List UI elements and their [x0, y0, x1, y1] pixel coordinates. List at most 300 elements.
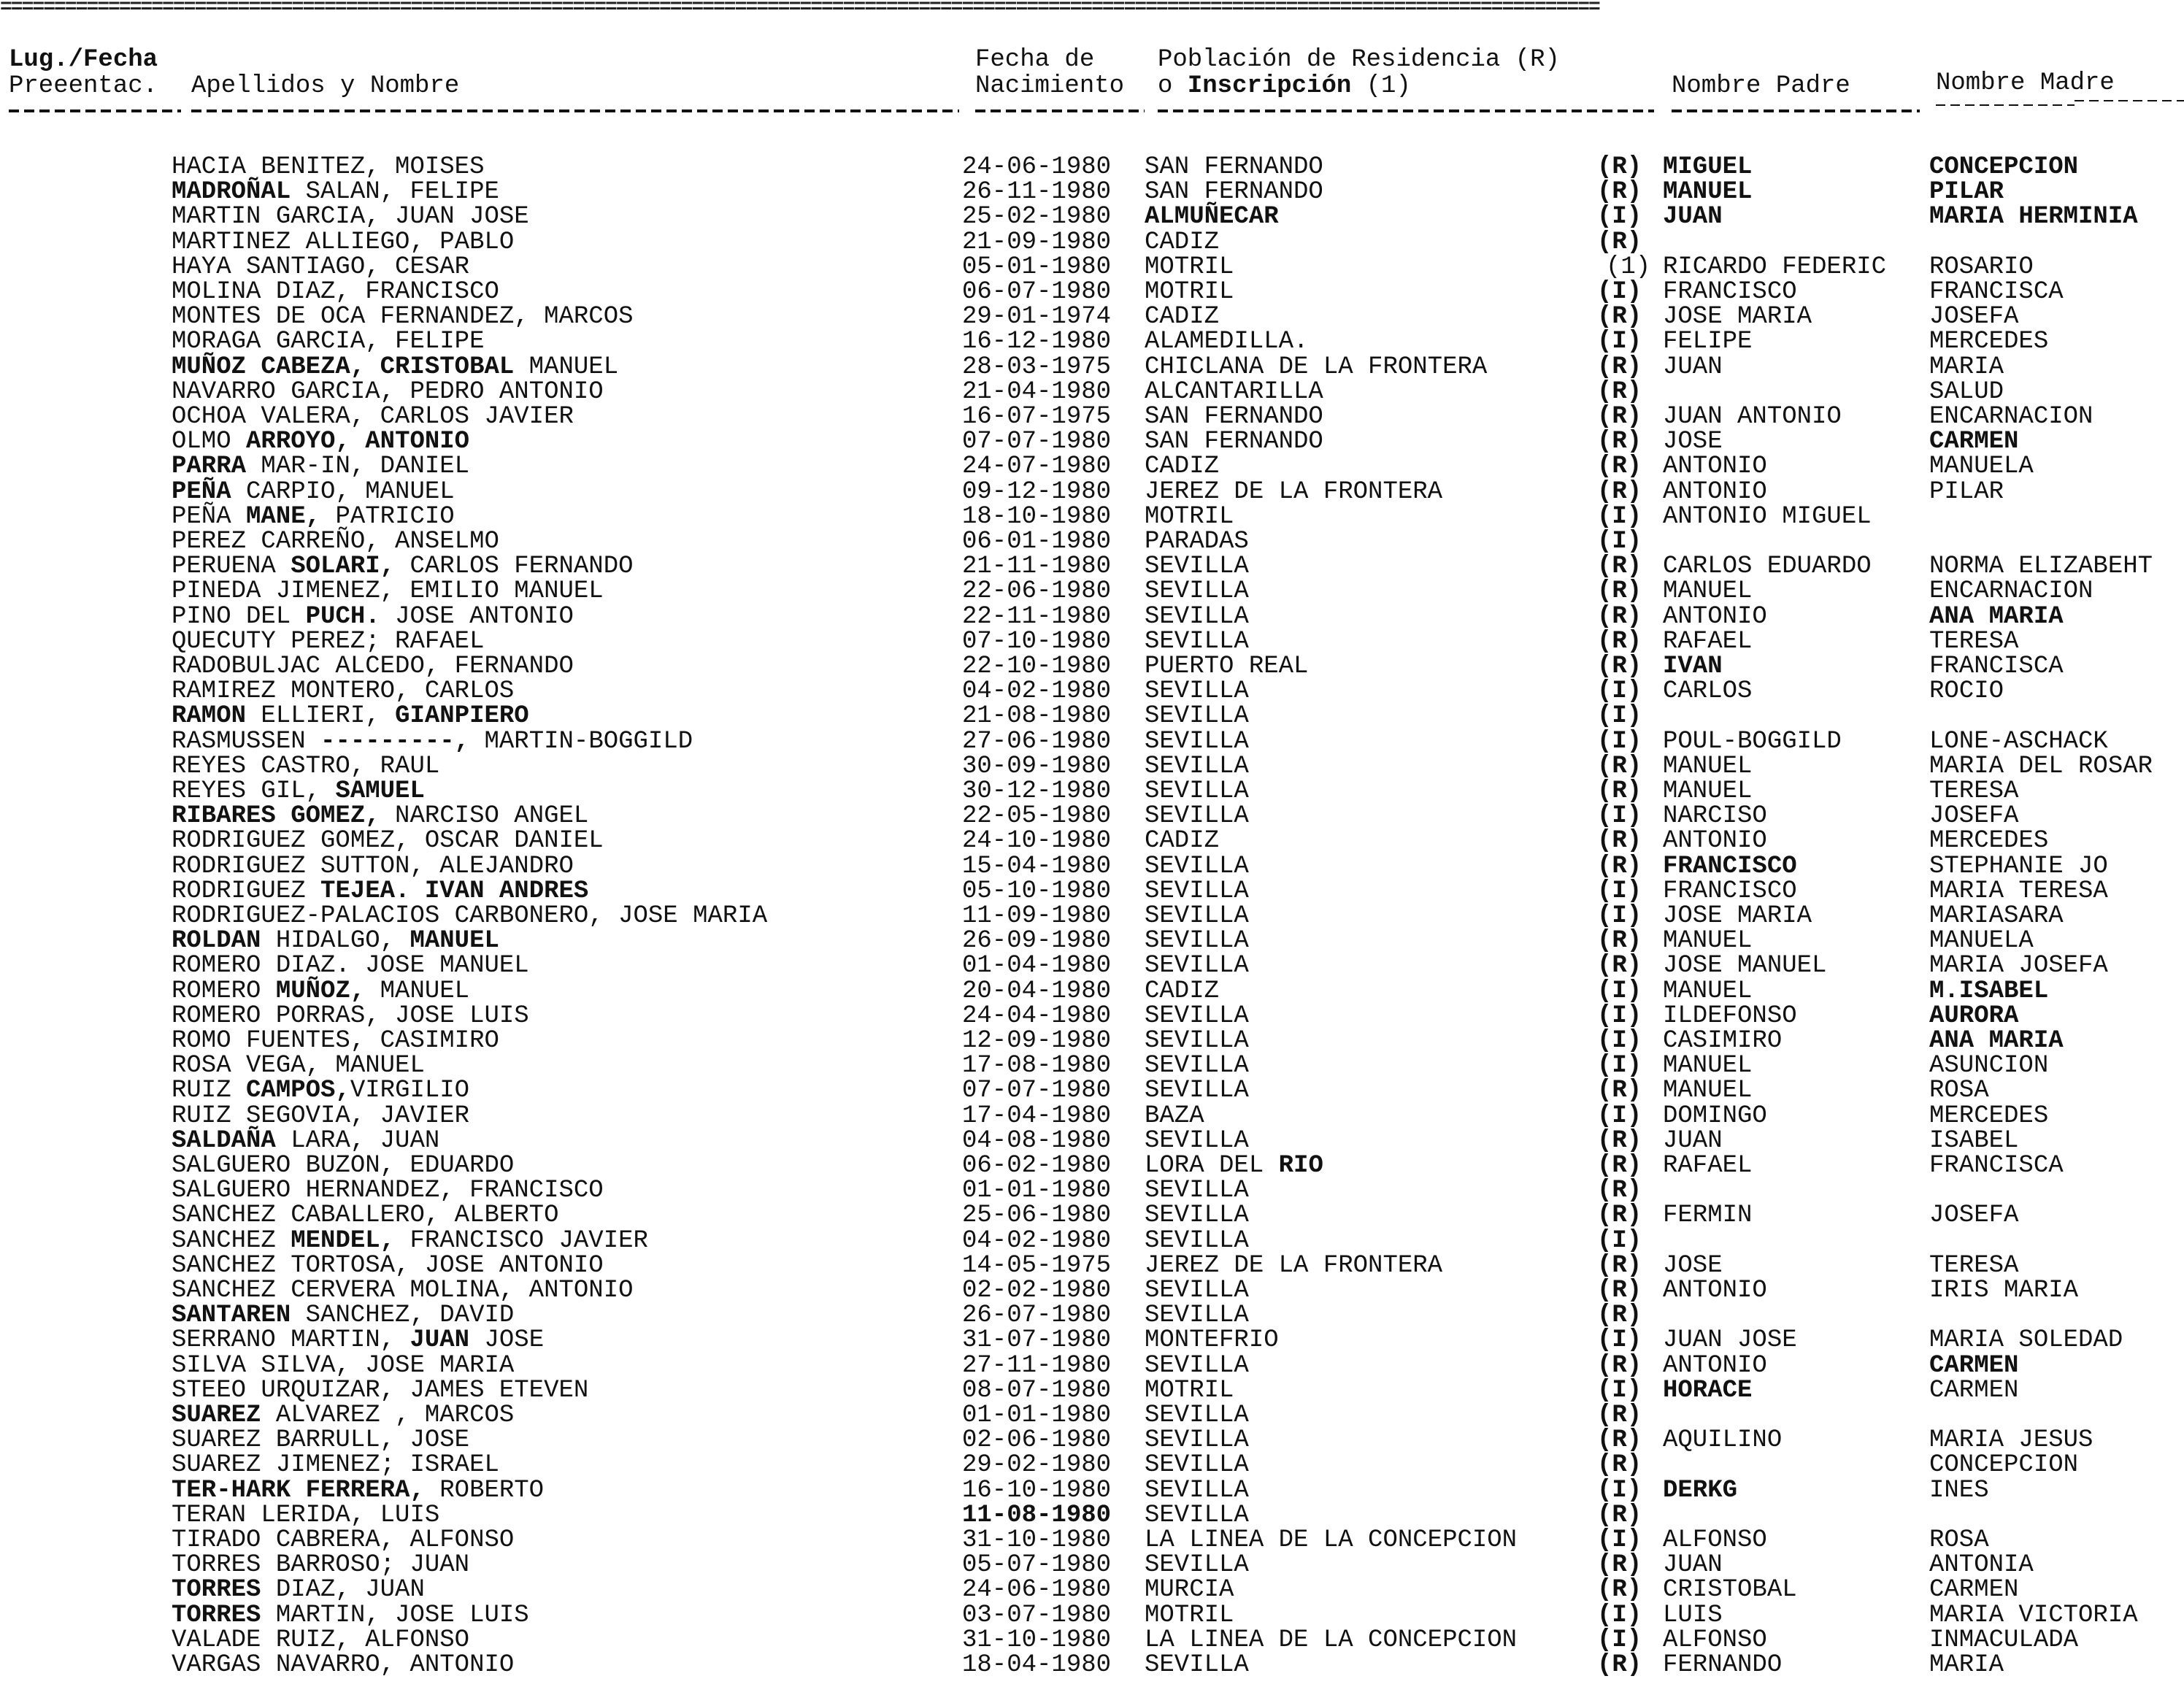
person-name-part: RODRIGUEZ-PALACIOS CARBONERO, JOSE MARIA	[172, 902, 768, 930]
residence-place-part: CADIZ	[1145, 453, 1220, 480]
person-name	[172, 1104, 469, 1129]
residence-type-flag: (R)	[1597, 553, 1642, 580]
person-name-part: VALADE RUIZ, ALFONSO	[172, 1626, 470, 1654]
father-name	[1663, 1253, 1723, 1278]
father-name	[1663, 1053, 1752, 1078]
person-name	[172, 779, 425, 804]
residence-place-part: MOTRIL	[1145, 1602, 1234, 1629]
person-name-part: OCHOA VALERA, CARLOS JAVIER	[172, 403, 574, 431]
header-rule-fecha	[975, 109, 1145, 112]
residence-type-flag: (I)	[1597, 677, 1642, 705]
residence-place	[1145, 953, 1249, 978]
mother-name-part: MARIA	[1929, 353, 2004, 381]
residence-place	[1145, 1129, 1249, 1153]
table-row	[0, 1278, 2184, 1303]
residence-place	[1145, 1353, 1249, 1378]
residence-place-part: SEVILLA	[1145, 628, 1249, 656]
person-name-part: PINO DEL	[172, 603, 306, 631]
person-name	[172, 854, 574, 879]
residence-place-part: SEVILLA	[1145, 702, 1249, 730]
person-name-part: SANTAREN	[172, 1302, 291, 1329]
residence-type-flag: (I)	[1597, 1102, 1642, 1130]
table-row	[0, 779, 2184, 804]
father-name-part: JUAN	[1663, 1127, 1723, 1155]
person-name-part: SALAN, FELIPE	[291, 178, 499, 206]
birth-date: 20-04-1980	[962, 977, 1112, 1005]
person-name	[172, 953, 529, 978]
birth-date: 18-04-1980	[962, 1651, 1112, 1679]
residence-place-part: SAN FERNANDO	[1145, 178, 1323, 206]
mother-name	[1929, 1029, 2064, 1053]
person-name	[172, 380, 604, 404]
person-name	[172, 1203, 559, 1228]
residence-place	[1145, 804, 1249, 829]
mother-name	[1929, 654, 2064, 679]
residence-place-part: SEVILLA	[1145, 1052, 1249, 1080]
residence-place	[1145, 1628, 1517, 1653]
residence-type-flag: (R)	[1597, 428, 1642, 456]
person-name-part: NAVARRO GARCIA, PEDRO ANTONIO	[172, 378, 604, 406]
person-name-part: TER-HARK FERRERA,	[172, 1477, 425, 1504]
father-name	[1663, 255, 1886, 280]
father-name	[1663, 1478, 1737, 1503]
person-name-part: ROLDAN	[172, 927, 261, 955]
father-name	[1663, 1004, 1797, 1029]
residence-place	[1145, 1328, 1279, 1353]
father-name-part: MANUEL	[1663, 777, 1753, 805]
mother-name	[1929, 1004, 2018, 1029]
table-row	[0, 704, 2184, 729]
residence-place-part: SEVILLA	[1145, 927, 1249, 955]
residence-place	[1145, 529, 1249, 554]
residence-type-flag: (R)	[1597, 952, 1642, 980]
mother-name	[1929, 1603, 2138, 1628]
person-name	[172, 529, 499, 554]
residence-type-flag: (R)	[1597, 1352, 1642, 1380]
table-row	[0, 1577, 2184, 1602]
residence-place	[1145, 155, 1323, 180]
person-name-part: SANCHEZ CERVERA MOLINA, ANTONIO	[172, 1277, 634, 1304]
mother-name	[1929, 754, 2153, 779]
father-name	[1663, 429, 1723, 454]
person-name-part: RADOBULJAC ALCEDO, FERNANDO	[172, 653, 574, 680]
person-name-part: CARPIO, MANUEL	[231, 478, 455, 506]
residence-type-flag: (R)	[1597, 1426, 1642, 1454]
residence-place-part: CADIZ	[1145, 827, 1220, 855]
birth-date: 16-07-1975	[962, 403, 1112, 431]
header-inscripcion-prefix: o	[1158, 72, 1173, 100]
residence-place	[1145, 230, 1219, 255]
person-name-part: ROBERTO	[424, 1477, 545, 1504]
person-name-part: MANE,	[246, 503, 321, 531]
person-name-part: FRANCISCO JAVIER	[395, 1227, 648, 1255]
residence-type-flag: (R)	[1597, 1402, 1642, 1429]
father-name-part: HORACE	[1663, 1377, 1753, 1404]
birth-date: 24-04-1980	[962, 1002, 1112, 1030]
residence-place-part: SEVILLA	[1145, 1227, 1249, 1255]
mother-name-part: CONCEPCION	[1929, 153, 2079, 181]
residence-place-part: MURCIA	[1145, 1576, 1234, 1604]
person-name	[172, 1303, 514, 1328]
table-row	[0, 1229, 2184, 1253]
residence-place	[1145, 854, 1249, 879]
father-name-part: MANUEL	[1663, 178, 1753, 206]
table-row	[0, 1653, 2184, 1677]
father-name-part: FRANCISCO	[1663, 278, 1797, 306]
residence-place	[1145, 629, 1249, 654]
father-name-part: FERMIN	[1663, 1202, 1753, 1229]
birth-date: 14-05-1975	[962, 1252, 1112, 1280]
residence-type-flag: (R)	[1597, 1127, 1642, 1155]
person-name-part: ELLIERI,	[246, 702, 396, 730]
birth-date: 31-07-1980	[962, 1326, 1112, 1354]
mother-name	[1929, 1078, 1989, 1103]
birth-date: 30-09-1980	[962, 753, 1112, 780]
person-name	[172, 829, 604, 853]
person-name-part: ROMERO DIAZ. JOSE MANUEL	[172, 952, 529, 980]
mother-name-part: M.ISABEL	[1929, 977, 2049, 1005]
residence-place-part: SEVILLA	[1145, 1127, 1249, 1155]
father-name-part: ANTONIO	[1663, 478, 1767, 506]
residence-place	[1145, 579, 1249, 604]
father-name	[1663, 1378, 1752, 1403]
table-row	[0, 1628, 2184, 1653]
birth-date: 04-02-1980	[962, 1227, 1112, 1255]
mother-name	[1929, 1577, 2018, 1602]
person-name	[172, 1453, 499, 1477]
table-row	[0, 1303, 2184, 1328]
father-name-part: CARLOS EDUARDO	[1663, 553, 1872, 580]
residence-place	[1145, 1053, 1249, 1078]
father-name-part: MANUEL	[1663, 1052, 1753, 1080]
header-apellidos-nombre: Apellidos y Nombre	[191, 72, 460, 100]
mother-name-part: TERESA	[1929, 628, 2019, 656]
person-name-part: MARTIN-BOGGILD	[469, 728, 693, 756]
residence-place-part: MONTEFRIO	[1145, 1326, 1279, 1354]
father-name	[1663, 1078, 1752, 1103]
mother-name-part: FRANCISCA	[1929, 278, 2064, 306]
person-name-part: PARRA	[172, 453, 247, 480]
father-name-part: ANTONIO	[1663, 1277, 1767, 1304]
father-name	[1663, 1029, 1782, 1053]
mother-name-part: INES	[1929, 1477, 1989, 1504]
father-name-part: DERKG	[1663, 1477, 1738, 1504]
residence-type-flag: (R)	[1597, 1502, 1642, 1529]
table-row	[0, 230, 2184, 255]
person-name-part: TORRES	[172, 1602, 261, 1629]
mother-name-part: MARIA JOSEFA	[1929, 952, 2108, 980]
mother-name-part: PILAR	[1929, 478, 2004, 506]
residence-place	[1145, 1229, 1249, 1253]
header-rule-lugfecha	[9, 109, 181, 112]
person-name	[172, 1004, 529, 1029]
father-name-part: CARLOS	[1663, 677, 1753, 705]
residence-place-part: CADIZ	[1145, 977, 1220, 1005]
residence-type-flag: (R)	[1597, 777, 1642, 805]
person-name-part: RODRIGUEZ GOMEZ, OSCAR DANIEL	[172, 827, 604, 855]
residence-place	[1145, 454, 1219, 479]
residence-place-part: LA LINEA DE LA CONCEPCION	[1145, 1626, 1518, 1654]
mother-name	[1929, 1104, 2048, 1129]
residence-place-part: SEVILLA	[1145, 1202, 1249, 1229]
birth-date: 11-08-1980	[962, 1502, 1112, 1529]
mother-name	[1929, 1278, 2078, 1303]
person-name-part: MANUEL	[365, 977, 470, 1005]
residence-place	[1145, 1004, 1249, 1029]
person-name-part: MARTIN, JOSE LUIS	[261, 1602, 529, 1629]
mother-name	[1929, 953, 2108, 978]
person-name	[172, 679, 514, 704]
father-name	[1663, 729, 1842, 754]
residence-place-part: ALAMEDILLA.	[1145, 328, 1309, 355]
mother-name-part: MANUELA	[1929, 927, 2034, 955]
residence-place-part: PARADAS	[1145, 528, 1249, 556]
person-name	[172, 704, 529, 729]
residence-type-flag: (R)	[1597, 753, 1642, 780]
mother-name	[1929, 1453, 2078, 1477]
residence-type-flag: (R)	[1597, 927, 1642, 955]
person-name-part: MONTES DE OCA FERNANDEZ, MARCOS	[172, 303, 634, 331]
person-name-part: SANCHEZ CABALLERO, ALBERTO	[172, 1202, 559, 1229]
residence-type-flag: (I)	[1597, 278, 1642, 306]
residence-type-flag: (R)	[1597, 853, 1642, 880]
mother-name	[1929, 280, 2064, 304]
birth-date: 27-11-1980	[962, 1352, 1112, 1380]
person-name-part: SILVA SILVA, JOSE MARIA	[172, 1352, 515, 1380]
person-name-part: OLMO	[172, 428, 247, 456]
residence-place	[1145, 554, 1249, 579]
person-name	[172, 1478, 544, 1503]
residence-place-part: SEVILLA	[1145, 952, 1249, 980]
father-name-part: RAFAEL	[1663, 1152, 1753, 1180]
residence-type-flag: (R)	[1597, 1277, 1642, 1304]
person-name	[172, 1378, 588, 1403]
residence-type-flag: (R)	[1597, 353, 1642, 381]
residence-place	[1145, 1577, 1234, 1602]
residence-type-flag: (I)	[1597, 1326, 1642, 1354]
residence-place-part: SEVILLA	[1145, 777, 1249, 805]
residence-place-part: CADIZ	[1145, 228, 1220, 256]
header-nombre-madre: Nombre Madre	[1936, 69, 2115, 97]
person-name	[172, 255, 469, 280]
table-row	[0, 1029, 2184, 1053]
mother-name-part: LONE-ASCHACK	[1929, 728, 2108, 756]
table-row	[0, 654, 2184, 679]
residence-place-part: SEVILLA	[1145, 728, 1249, 756]
father-name-part: ANTONIO MIGUEL	[1663, 503, 1872, 531]
mother-name-part: FRANCISCA	[1929, 1152, 2064, 1180]
mother-name	[1929, 1203, 2018, 1228]
mother-name-part: MARIA TERESA	[1929, 877, 2108, 905]
mother-name-part: JOSEFA	[1929, 303, 2019, 331]
father-name-part: POUL-BOGGILD	[1663, 728, 1842, 756]
residence-place	[1145, 979, 1219, 1004]
residence-place	[1145, 480, 1442, 504]
person-name	[172, 504, 455, 529]
person-name-part: RIBARES GOMEZ,	[172, 802, 380, 830]
birth-date: 30-12-1980	[962, 777, 1112, 805]
person-name-part: PUCH.	[305, 603, 380, 631]
residence-place-part: SEVILLA	[1145, 1651, 1249, 1679]
person-name-part: MARTINEZ ALLIEGO, PABLO	[172, 228, 515, 256]
residence-place-part: PUERTO REAL	[1145, 653, 1309, 680]
mother-name-part: CARMEN	[1929, 428, 2019, 456]
person-name-part: HAYA SANTIAGO, CESAR	[172, 253, 470, 281]
residence-type-flag: (R)	[1597, 628, 1642, 656]
person-name-part: QUECUTY PEREZ; RAFAEL	[172, 628, 485, 656]
person-name-part: VIRGILIO	[350, 1077, 470, 1104]
person-name	[172, 1253, 604, 1278]
person-name	[172, 1029, 499, 1053]
person-name	[172, 904, 767, 929]
table-row	[0, 1428, 2184, 1453]
father-name	[1663, 1203, 1752, 1228]
person-name-part: SANCHEZ TORTOSA, JOSE ANTONIO	[172, 1252, 604, 1280]
mother-name-part: MARIA VICTORIA	[1929, 1602, 2138, 1629]
person-name	[172, 1428, 469, 1453]
table-row	[0, 929, 2184, 953]
father-name-part: JUAN JOSE	[1663, 1326, 1797, 1354]
residence-place	[1145, 1253, 1442, 1278]
table-row	[0, 454, 2184, 479]
header-rule-padre	[1672, 109, 1920, 112]
person-name-part: CARLOS FERNANDO	[395, 553, 634, 580]
birth-date: 07-07-1980	[962, 1077, 1112, 1104]
birth-date: 16-10-1980	[962, 1477, 1112, 1504]
person-name-part: MORAGA GARCIA, FELIPE	[172, 328, 485, 355]
residence-place	[1145, 204, 1279, 229]
residence-place	[1145, 1203, 1249, 1228]
birth-date: 09-12-1980	[962, 478, 1112, 506]
person-name-part: STEEO URQUIZAR, JAMES ETEVEN	[172, 1377, 589, 1404]
birth-date: 07-07-1980	[962, 428, 1112, 456]
residence-place-part: ALCANTARILLA	[1145, 378, 1323, 406]
mother-name-part: NORMA ELIZABEHT	[1929, 553, 2153, 580]
person-name-part: SUAREZ BARRULL, JOSE	[172, 1426, 470, 1454]
person-name	[172, 929, 499, 953]
residence-place-part: MOTRIL	[1145, 278, 1234, 306]
father-name	[1663, 829, 1767, 853]
residence-type-flag: (1)	[1606, 253, 1651, 281]
mother-name-part: MARIA HERMINIA	[1929, 203, 2138, 231]
birth-date: 21-09-1980	[962, 228, 1112, 256]
table-row	[0, 1203, 2184, 1228]
person-name-part: ROMO FUENTES, CASIMIRO	[172, 1027, 499, 1055]
person-name	[172, 404, 574, 429]
mother-name	[1929, 729, 2108, 754]
person-name-part: RODRIGUEZ	[172, 877, 321, 905]
residence-type-flag: (I)	[1597, 503, 1642, 531]
birth-date: 03-07-1980	[962, 1602, 1112, 1629]
person-name-part: PINEDA JIMENEZ, EMILIO MANUEL	[172, 577, 604, 605]
residence-type-flag: (R)	[1597, 303, 1642, 331]
person-name	[172, 1577, 425, 1602]
residence-place	[1145, 604, 1249, 629]
father-name-part: NARCISO	[1663, 802, 1767, 830]
table-row	[0, 255, 2184, 280]
mother-name-part: IRIS MARIA	[1929, 1277, 2079, 1304]
person-name-part: PERUENA	[172, 553, 291, 580]
mother-name	[1929, 329, 2048, 354]
father-name-part: CASIMIRO	[1663, 1027, 1783, 1055]
person-name-part: REYES GIL,	[172, 777, 336, 805]
father-name-part: IVAN	[1663, 653, 1723, 680]
residence-type-flag: (R)	[1597, 378, 1642, 406]
person-name	[172, 754, 439, 779]
residence-place-part: ALMUÑECAR	[1145, 203, 1279, 231]
person-name-part: TERAN LERIDA, LUIS	[172, 1502, 440, 1529]
person-name-part: MOLINA DIAZ, FRANCISCO	[172, 278, 499, 306]
residence-place-part: SEVILLA	[1145, 1451, 1249, 1479]
father-name	[1663, 1603, 1723, 1628]
person-name	[172, 1403, 514, 1428]
person-name-part: SANCHEZ	[172, 1227, 291, 1255]
birth-date: 11-09-1980	[962, 902, 1112, 930]
father-name	[1663, 404, 1842, 429]
birth-date: 31-10-1980	[962, 1526, 1112, 1554]
mother-name-part: CARMEN	[1929, 1352, 2019, 1380]
person-name-part: MANUEL	[514, 353, 619, 381]
residence-place	[1145, 1528, 1517, 1553]
residence-type-flag: (I)	[1597, 328, 1642, 355]
residence-place-part: JEREZ DE LA FRONTERA	[1145, 478, 1443, 506]
mother-name-part: MERCEDES	[1929, 328, 2049, 355]
mother-name	[1929, 429, 2018, 454]
header-rule-nombre	[191, 109, 959, 112]
person-name-part: PEÑA	[172, 503, 247, 531]
residence-type-flag: (I)	[1597, 877, 1642, 905]
person-name-part: RUIZ	[172, 1077, 247, 1104]
residence-type-flag: (R)	[1597, 1152, 1642, 1180]
birth-date: 22-10-1980	[962, 653, 1112, 680]
father-name	[1663, 304, 1812, 329]
residence-place	[1145, 180, 1323, 204]
residence-place-part: SEVILLA	[1145, 902, 1249, 930]
person-name-part: PEREZ CARREÑO, ANSELMO	[172, 528, 499, 556]
father-name-part: ALFONSO	[1663, 1626, 1767, 1654]
person-name-part: ROMERO	[172, 977, 276, 1005]
father-name-part: ANTONIO	[1663, 603, 1767, 631]
table-row	[0, 280, 2184, 304]
person-name-part: HIDALGO,	[261, 927, 410, 955]
table-row	[0, 1453, 2184, 1477]
mother-name-part: ANTONIA	[1929, 1551, 2034, 1579]
father-name	[1663, 554, 1872, 579]
header-fecha-de: Fecha de	[975, 46, 1095, 74]
person-name-part: PEÑA	[172, 478, 231, 506]
person-name-part: HACIA BENITEZ, MOISES	[172, 153, 485, 181]
person-name-part: CAMPOS,	[246, 1077, 350, 1104]
birth-date: 21-08-1980	[962, 702, 1112, 730]
birth-date: 16-12-1980	[962, 328, 1112, 355]
father-name-part: JOSE	[1663, 1252, 1723, 1280]
residence-place	[1145, 1029, 1249, 1053]
residence-place-part: SAN FERNANDO	[1145, 403, 1323, 431]
table-row	[0, 504, 2184, 529]
person-name	[172, 629, 484, 654]
mother-name	[1929, 155, 2078, 180]
birth-date: 24-06-1980	[962, 153, 1112, 181]
residence-place	[1145, 429, 1323, 454]
father-name-part: RICARDO FEDERIC	[1663, 253, 1887, 281]
mother-name	[1929, 579, 2093, 604]
residence-place	[1145, 255, 1234, 280]
person-name-part: MAR-IN, DANIEL	[246, 453, 470, 480]
residence-place	[1145, 304, 1219, 329]
mother-name-part: INMACULADA	[1929, 1626, 2079, 1654]
person-name-part: MUÑOZ CABEZA, CRISTOBAL	[172, 353, 515, 381]
mother-name	[1929, 679, 2004, 704]
